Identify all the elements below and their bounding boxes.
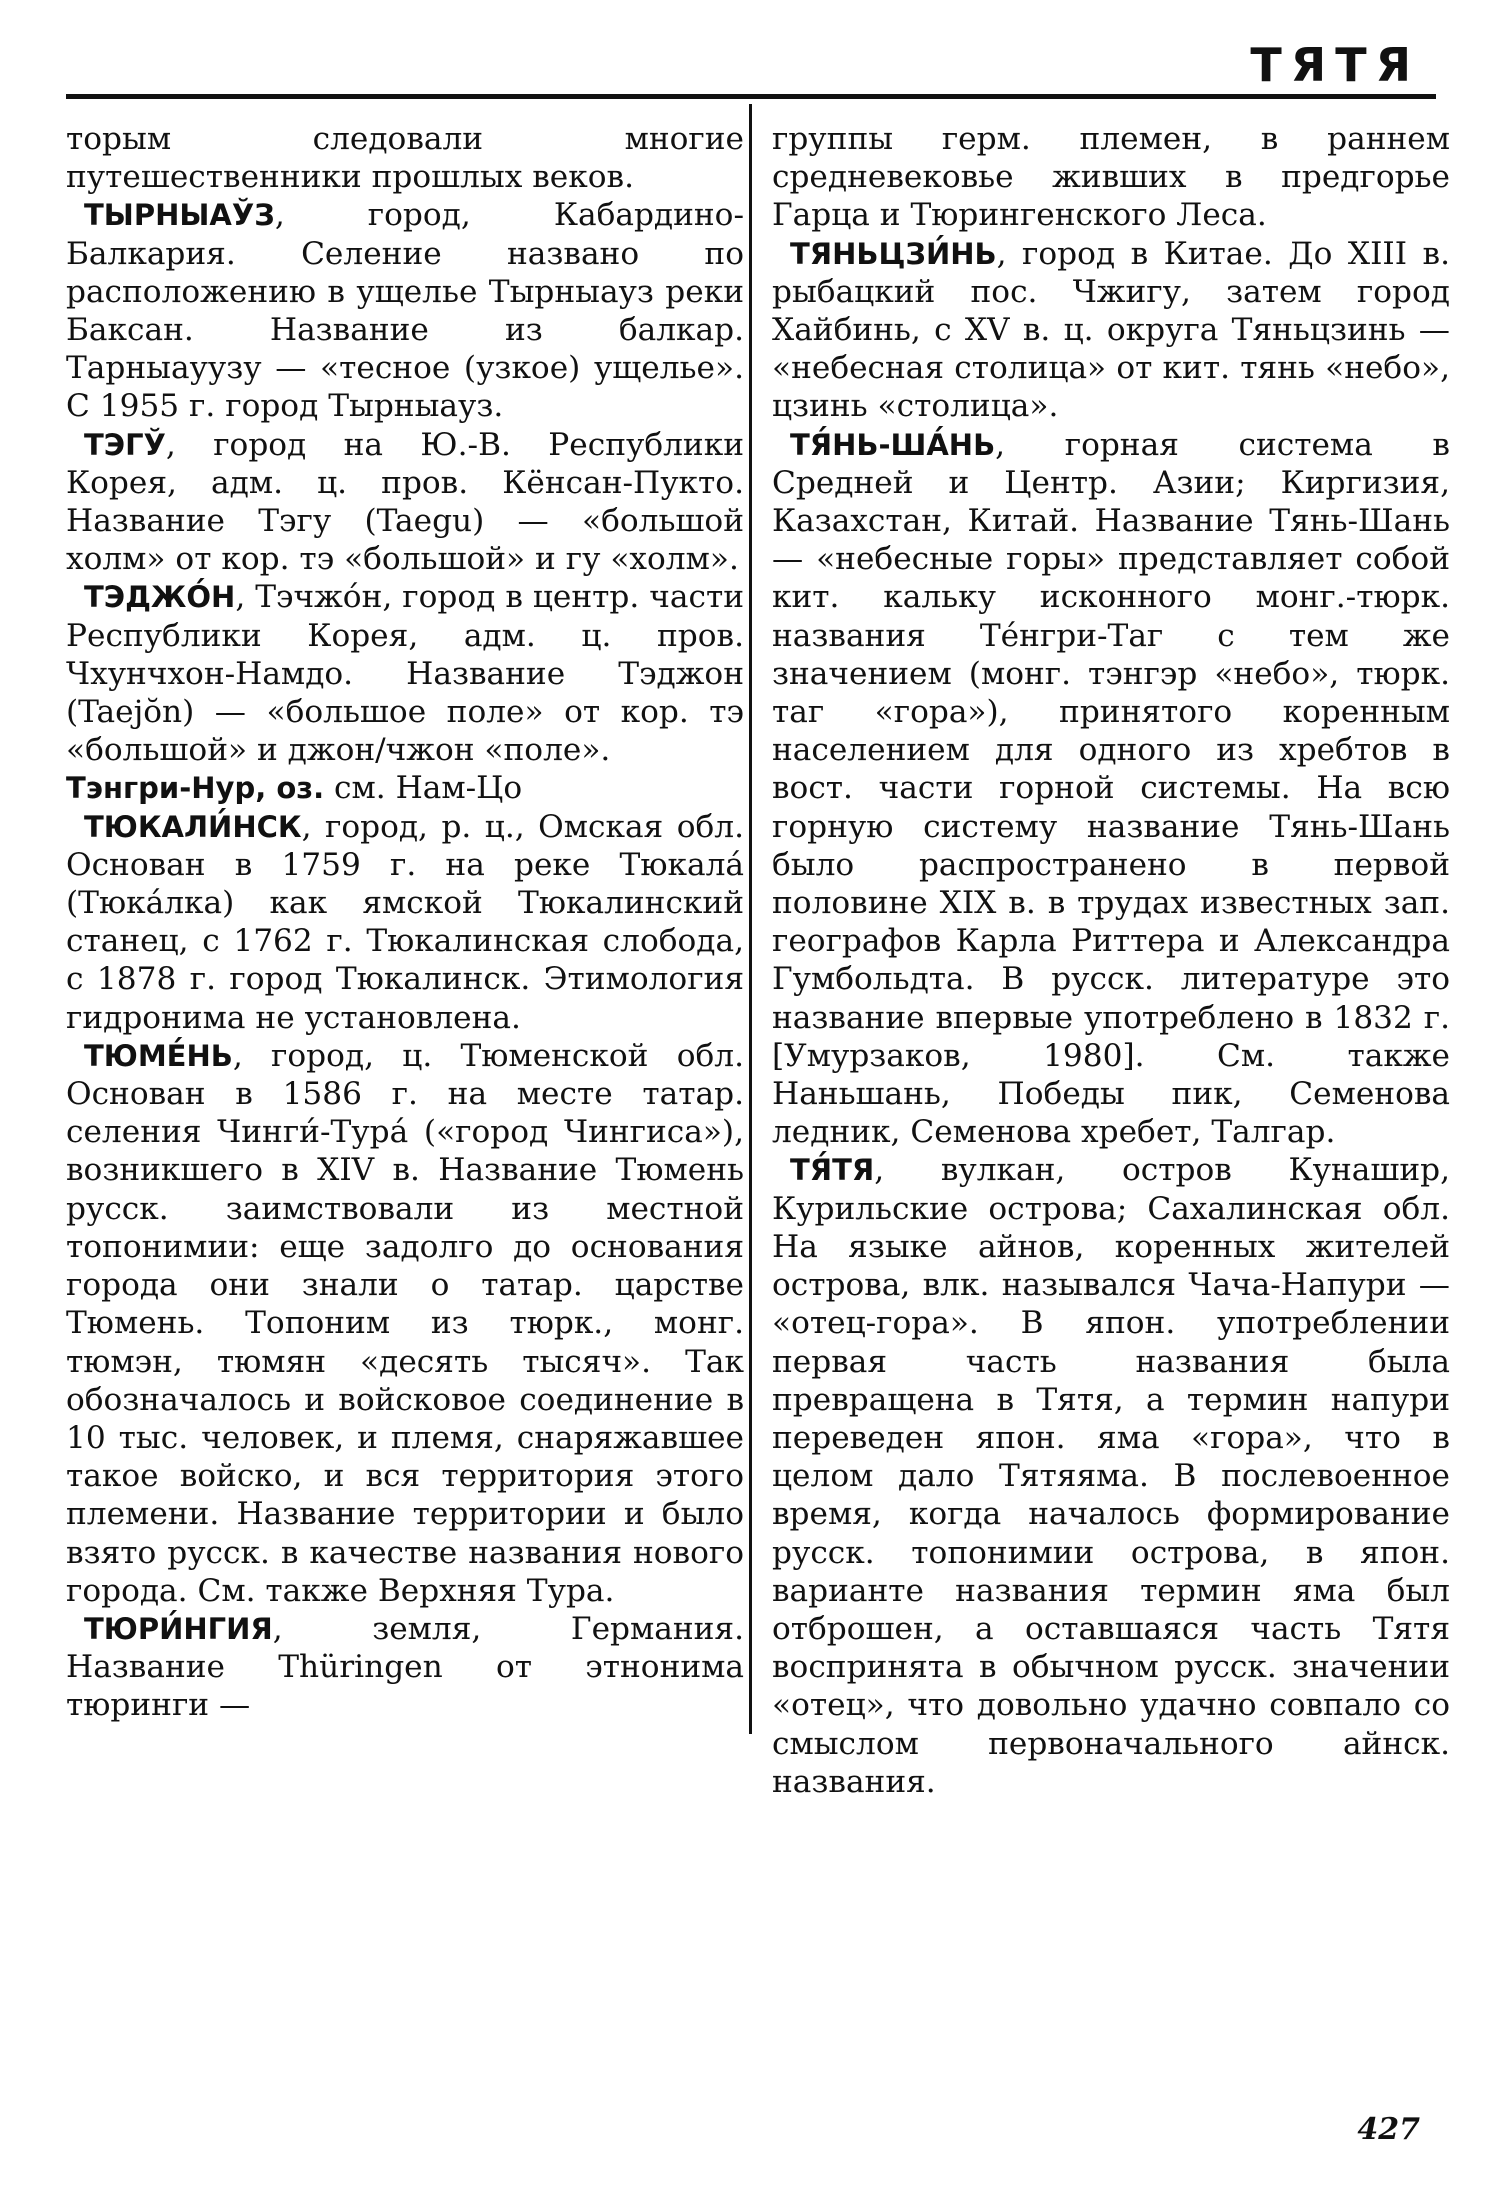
page-number: 427 bbox=[1357, 2112, 1420, 2147]
headword: ТЯ́НЬ-ША́НЬ bbox=[790, 427, 996, 462]
entry-tyumen: ТЮМЕ́НЬ, город, ц. Тюменской обл. Основан в 1586 г. на месте татар. селения Чинги́-Тура́ («город Чингиса»), возникшего в XIV в. Название Тюмень русск. заимствовали из местной топонимии: еще задолго до основания города они знали о татар. царстве Тюмень. Топоним из тюрк., монг. тюмэн, тюмян «десять тысяч». Так обозначалось и войсковое соединение в 10 тыс. человек, и племя, снаряжавшее такое войско, и вся территория этого племени. Название территории и было взято русск. в качестве названия нового города. См. также Верхняя Тура. bbox=[66, 1037, 744, 1609]
headword: ТЯ́ТЯ bbox=[790, 1153, 875, 1188]
headword: ТЮКАЛИ́НСК bbox=[84, 809, 302, 844]
right-column bbox=[772, 120, 1450, 1801]
entry-tyantszin: ТЯНЬЦЗИ́НЬ, город в Китае. До XIII в. рыбацкий пос. Чжигу, затем город Хайбинь, с XV в. ц. округа Тяньцзинь — «небесная столица» от кит. тянь «небо», цзинь «столица». bbox=[772, 235, 1450, 425]
left-column bbox=[66, 120, 744, 1725]
running-head: ТЯТЯ bbox=[1250, 38, 1420, 92]
headword: ТЭГЎ bbox=[84, 427, 166, 462]
entry-continuation: группы герм. племен, в раннем средневековье живших в предгорье Гарца и Тюрингенского Леса. bbox=[772, 121, 1450, 234]
headword: Тэнгри-Нур, оз. bbox=[66, 771, 325, 806]
entry-tyrnyauz: ТЫРНЫАЎЗ, город, Кабардино-Балкария. Селение названо по расположению в ущелье Тырныауз реки Баксан. Название из балкар. Тарныауузу — «тесное (узкое) ущелье». С 1955 г. город Тырныауз. bbox=[66, 197, 744, 425]
entry-tyuringiya: ТЮРИ́НГИЯ, земля, Германия. Название Thüringen от этнонима тюринги — bbox=[66, 1610, 744, 1724]
headword: ТЮМЕ́НЬ bbox=[84, 1038, 233, 1073]
entry-tedzhon: ТЭДЖО́Н, Тэчжо́н, город в центр. части Республики Корея, адм. ц. пров. Чхунчхон-Намдо. Название Тэджон (Taejŏn) — «большое поле» от кор. тэ «большой» и джон/чжон «поле». bbox=[66, 579, 744, 769]
header-rule bbox=[66, 94, 1436, 99]
entry-continuation: торым следовали многие путешественники прошлых веков. bbox=[66, 121, 744, 196]
headword: ТЭДЖО́Н bbox=[84, 580, 236, 615]
entry-tyukalinsk: ТЮКАЛИ́НСК, город, р. ц., Омская обл. Основан в 1759 г. на реке Тюкала́ (Тюка́лка) как ямской Тюкалинский станец, с 1762 г. Тюкалинская слобода, с 1878 г. город Тюкалинск. Этимология гидронима не установлена. bbox=[66, 808, 744, 1036]
column-divider bbox=[749, 104, 752, 1734]
entry-tengri-nur: Тэнгри-Нур, оз. см. Нам-Цо bbox=[66, 770, 523, 807]
entry-tegu: ТЭГЎ, город на Ю.-В. Республики Корея, адм. ц. пров. Кёнсан-Пукто. Название Тэгу (Taegu) — «большой холм» от кор. тэ «большой» и гу «холм». bbox=[66, 426, 744, 578]
headword: ТЮРИ́НГИЯ bbox=[84, 1611, 273, 1646]
headword: ТЫРНЫАЎЗ bbox=[84, 198, 275, 233]
entry-tyan-shan: ТЯ́НЬ-ША́НЬ, горная система в Средней и Центр. Азии; Киргизия, Казахстан, Китай. Название Тянь-Шань — «небесные горы» представляет собой кит. кальку исконного монг.-тюрк. названия Те́нгри-Таг с тем же значением (монг. тэнгэр «небо», тюрк. таг «гора»), принятого коренным населением для одного из хребтов в вост. части горной системы. На всю горную систему название Тянь-Шань было распространено в первой половине XIX в. в трудах известных зап. географов Карла Риттера и Александра Гумбольдта. В русск. литературе это название впервые употреблено в 1832 г. [Умурзаков, 1980]. См. также Наньшань, Победы пик, Семенова ледник, Семенова хребет, Талгар. bbox=[772, 426, 1450, 1151]
headword: ТЯНЬЦЗИ́НЬ bbox=[790, 236, 997, 271]
entry-tyatya: ТЯ́ТЯ, вулкан, остров Кунашир, Курильские острова; Сахалинская обл. На языке айнов, коренных жителей острова, влк. назывался Чача-Напури — «отец-гора». В япон. употреблении первая часть названия была превращена в Тятя, а термин напури переведен япон. яма «гора», что в целом дало Тятяяма. В послевоенное время, когда началось формирование русск. топонимии острова, в япон. варианте названия термин яма был отброшен, а оставшаяся часть Тятя воспринята в обычном русск. значении «отец», что довольно удачно совпало со смыслом первоначального айнск. названия. bbox=[772, 1152, 1450, 1800]
